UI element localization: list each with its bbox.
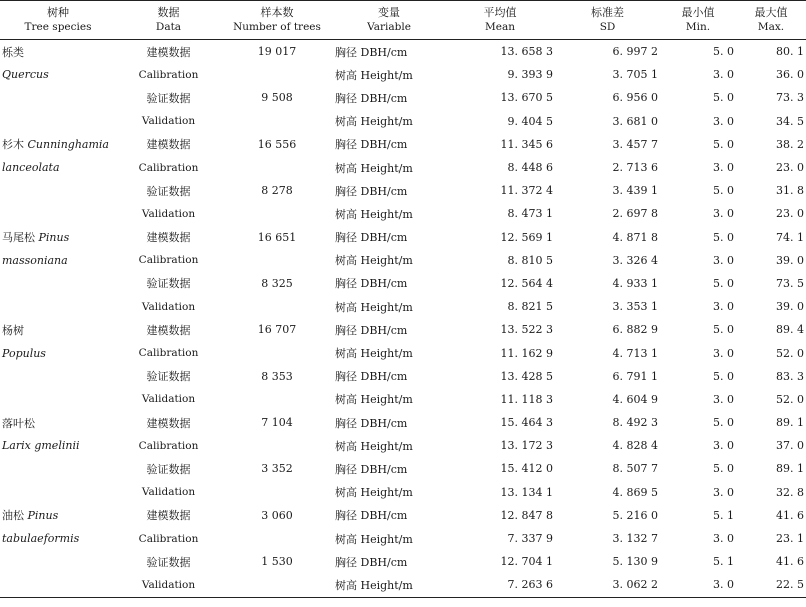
table-row [0, 365, 806, 388]
header-zh: 变量 [378, 6, 400, 19]
header-en: Max. [757, 21, 785, 33]
cell-mean: 11. 372 4 [500, 184, 553, 198]
cell-tree-species [0, 295, 116, 318]
cell-tree-species [0, 481, 116, 504]
cell-variable: 树高 Height/m [335, 532, 413, 546]
cell-number-of-trees: 3 060 [261, 508, 293, 522]
table-row [0, 226, 806, 249]
cell-min: 5. 1 [713, 508, 734, 522]
cell-max: 41. 6 [776, 555, 804, 569]
cell-min: 5. 1 [713, 555, 734, 569]
cell-data: 建模数据 [146, 416, 191, 430]
species-zh: 杨树 [2, 323, 24, 337]
cell-min: 5. 0 [713, 45, 734, 59]
cell-max: 74. 1 [776, 230, 804, 244]
cell-variable: 树高 Height/m [335, 347, 413, 361]
species-latin: Populus [2, 346, 46, 360]
species-latin: Cunninghamia [27, 138, 109, 152]
table-row [0, 179, 806, 202]
cell-number-of-trees [221, 202, 333, 225]
cell-sd: 3. 062 2 [555, 573, 660, 597]
header-en: SD [599, 21, 616, 33]
cell-variable: 树高 Height/m [333, 573, 445, 597]
cell-max: 52. 0 [776, 346, 804, 360]
cell-sd: 6. 882 9 [612, 323, 658, 337]
cell-data: 验证数据 [146, 370, 191, 384]
cell-tree-species [0, 226, 116, 249]
cell-number-of-trees: 16 651 [257, 230, 297, 244]
cell-data: Validation [141, 115, 196, 128]
cell-mean: 8. 448 6 [507, 161, 553, 175]
species-latin: Pinus [27, 509, 59, 523]
cell-max: 22. 5 [736, 573, 806, 597]
table-body [0, 40, 806, 598]
cell-tree-species [0, 133, 116, 156]
cell-data: 建模数据 [146, 231, 191, 245]
cell-tree-species [0, 202, 116, 225]
cell-max: 23. 1 [776, 532, 804, 546]
cell-number-of-trees [221, 527, 333, 550]
header-data [116, 1, 221, 40]
cell-tree-species [0, 272, 116, 295]
cell-data: 验证数据 [146, 462, 191, 476]
cell-variable: 胸径 DBH/cm [335, 509, 408, 523]
table-row [0, 527, 806, 550]
cell-mean: 7. 337 9 [507, 532, 553, 546]
cell-tree-species [0, 318, 116, 341]
cell-min: 3. 0 [713, 300, 734, 314]
table-row [0, 156, 806, 179]
table-row [0, 202, 806, 225]
cell-tree-species [0, 365, 116, 388]
header-en: Variable [367, 21, 411, 33]
cell-min: 3. 0 [713, 68, 734, 82]
cell-mean: 15. 464 3 [500, 416, 553, 430]
cell-sd: 3. 681 0 [612, 114, 658, 128]
cell-max: 37. 0 [776, 439, 804, 453]
cell-tree-species [0, 550, 116, 573]
cell-sd: 6. 791 1 [612, 369, 658, 383]
cell-variable: 树高 Height/m [335, 161, 413, 175]
header-number-of-trees [221, 1, 333, 40]
cell-max: 32. 8 [776, 485, 804, 499]
cell-min: 5. 0 [713, 230, 734, 244]
cell-tree-species [0, 110, 116, 133]
cell-number-of-trees: 9 508 [261, 91, 293, 105]
cell-variable: 胸径 DBH/cm [335, 138, 408, 152]
cell-min: 5. 0 [713, 137, 734, 151]
cell-sd: 4. 933 1 [612, 276, 658, 290]
cell-data: Calibration [138, 532, 199, 545]
table-row [0, 318, 806, 341]
header-en: Min. [685, 21, 711, 33]
cell-sd: 2. 713 6 [612, 161, 658, 175]
cell-variable: 胸径 DBH/cm [335, 462, 408, 476]
species-zh: 油松 [2, 509, 24, 523]
cell-number-of-trees [221, 249, 333, 272]
species-latin: Quercus [2, 68, 49, 82]
cell-min: 5. 0 [713, 369, 734, 383]
cell-mean: 9. 393 9 [507, 68, 553, 82]
cell-tree-species [0, 249, 116, 272]
table-row [0, 388, 806, 411]
cell-number-of-trees [221, 341, 333, 364]
cell-number-of-trees: 8 353 [261, 369, 293, 383]
cell-max: 36. 0 [776, 68, 804, 82]
cell-number-of-trees [221, 295, 333, 318]
table-row [0, 86, 806, 109]
cell-variable: 胸径 DBH/cm [335, 45, 408, 59]
cell-data: 验证数据 [146, 91, 191, 105]
cell-mean: 7. 263 6 [445, 573, 555, 597]
cell-data: 建模数据 [146, 45, 191, 59]
cell-data: Calibration [138, 254, 199, 267]
cell-variable: 树高 Height/m [335, 300, 413, 314]
cell-variable: 胸径 DBH/cm [335, 370, 408, 384]
cell-min: 3. 0 [713, 207, 734, 221]
cell-min: 3. 0 [660, 573, 736, 597]
cell-number-of-trees [221, 388, 333, 411]
species-latin: tabulaeformis [2, 532, 80, 546]
cell-variable: 胸径 DBH/cm [335, 416, 408, 430]
cell-sd: 4. 713 1 [612, 346, 658, 360]
table-row [0, 411, 806, 434]
cell-data: Calibration [138, 347, 199, 360]
cell-min: 5. 0 [713, 416, 734, 430]
cell-variable: 胸径 DBH/cm [335, 91, 408, 105]
cell-data: 建模数据 [146, 138, 191, 152]
cell-tree-species [0, 86, 116, 109]
cell-number-of-trees: 16 556 [257, 137, 297, 151]
cell-data: Validation [141, 207, 196, 220]
cell-sd: 5. 130 9 [612, 555, 658, 569]
cell-data: Calibration [138, 161, 199, 174]
table-row [0, 573, 806, 597]
cell-sd: 4. 604 9 [612, 392, 658, 406]
cell-max: 89. 1 [776, 462, 804, 476]
cell-variable: 树高 Height/m [335, 393, 413, 407]
cell-mean: 13. 172 3 [500, 439, 553, 453]
table-row [0, 341, 806, 364]
cell-variable: 胸径 DBH/cm [335, 231, 408, 245]
cell-number-of-trees: 7 104 [261, 416, 293, 430]
cell-data: Validation [141, 300, 196, 313]
species-zh: 杉木 [2, 138, 24, 152]
cell-mean: 11. 162 9 [500, 346, 553, 360]
cell-number-of-trees: 16 707 [257, 323, 297, 337]
cell-variable: 树高 Height/m [335, 115, 413, 129]
header-sd [555, 1, 660, 40]
cell-sd: 3. 353 1 [612, 300, 658, 314]
cell-variable: 树高 Height/m [335, 486, 413, 500]
cell-sd: 3. 705 1 [612, 68, 658, 82]
cell-number-of-trees: 1 530 [261, 555, 293, 569]
cell-max: 73. 5 [776, 276, 804, 290]
table-row [0, 295, 806, 318]
cell-max: 34. 5 [776, 114, 804, 128]
header-max [736, 1, 806, 40]
cell-min: 3. 0 [713, 392, 734, 406]
table-row [0, 110, 806, 133]
cell-max: 38. 2 [776, 137, 804, 151]
cell-sd: 6. 997 2 [612, 45, 658, 59]
cell-sd: 3. 132 7 [612, 532, 658, 546]
species-latin: lanceolata [2, 161, 60, 175]
cell-variable: 胸径 DBH/cm [335, 555, 408, 569]
cell-max: 52. 0 [776, 392, 804, 406]
cell-min: 3. 0 [713, 161, 734, 175]
cell-number-of-trees [221, 156, 333, 179]
header-zh: 树种 [47, 6, 69, 19]
cell-min: 5. 0 [713, 276, 734, 290]
cell-max: 39. 0 [776, 300, 804, 314]
cell-data: Validation [141, 393, 196, 406]
cell-data: Validation [116, 573, 221, 597]
species-zh: 落叶松 [2, 416, 35, 430]
cell-min: 5. 0 [713, 184, 734, 198]
table-row [0, 457, 806, 480]
cell-max: 89. 1 [776, 416, 804, 430]
header-en: Number of trees [233, 21, 321, 33]
cell-tree-species [0, 411, 116, 434]
cell-max: 39. 0 [776, 253, 804, 267]
table-row [0, 550, 806, 573]
cell-min: 3. 0 [713, 439, 734, 453]
table-row [0, 504, 806, 527]
cell-mean: 12. 564 4 [500, 276, 553, 290]
cell-mean: 8. 810 5 [507, 253, 553, 267]
table-header [0, 1, 806, 40]
cell-max: 31. 8 [776, 184, 804, 198]
cell-number-of-trees: 3 352 [261, 462, 293, 476]
cell-mean: 8. 821 5 [507, 300, 553, 314]
cell-tree-species [0, 341, 116, 364]
cell-min: 3. 0 [713, 114, 734, 128]
cell-data: 验证数据 [146, 184, 191, 198]
header-zh: 数据 [157, 6, 180, 19]
cell-max: 73. 3 [776, 91, 804, 105]
cell-number-of-trees [221, 481, 333, 504]
cell-mean: 8. 473 1 [507, 207, 553, 221]
cell-variable: 树高 Height/m [335, 68, 413, 82]
cell-mean: 11. 345 6 [500, 137, 553, 151]
header-tree-species [0, 1, 116, 40]
cell-min: 5. 0 [713, 323, 734, 337]
cell-max: 83. 3 [776, 369, 804, 383]
cell-sd: 4. 869 5 [612, 485, 658, 499]
cell-data: Calibration [138, 68, 199, 81]
cell-mean: 12. 704 1 [500, 555, 553, 569]
cell-tree-species [0, 40, 116, 64]
cell-mean: 15. 412 0 [500, 462, 553, 476]
cell-mean: 12. 569 1 [500, 230, 553, 244]
header-min [660, 1, 736, 40]
cell-sd: 3. 439 1 [612, 184, 658, 198]
cell-tree-species [0, 573, 116, 597]
cell-min: 5. 0 [713, 91, 734, 105]
species-zh: 栎类 [2, 45, 24, 59]
table-row [0, 133, 806, 156]
cell-tree-species [0, 63, 116, 86]
cell-variable: 胸径 DBH/cm [335, 184, 408, 198]
cell-min: 3. 0 [713, 532, 734, 546]
header-zh: 最小值 [681, 6, 715, 19]
cell-mean: 11. 118 3 [500, 392, 553, 406]
species-latin: massoniana [2, 253, 68, 267]
cell-variable: 胸径 DBH/cm [335, 323, 408, 337]
cell-data: 建模数据 [146, 509, 191, 523]
cell-min: 3. 0 [713, 485, 734, 499]
cell-mean: 9. 404 5 [507, 114, 553, 128]
cell-data: 建模数据 [146, 323, 191, 337]
header-zh: 平均值 [483, 6, 517, 19]
cell-number-of-trees [221, 110, 333, 133]
cell-min: 3. 0 [713, 346, 734, 360]
cell-tree-species [0, 179, 116, 202]
cell-tree-species [0, 388, 116, 411]
species-latin: Larix gmelinii [2, 439, 80, 453]
cell-sd: 3. 326 4 [612, 253, 658, 267]
cell-max: 23. 0 [776, 161, 804, 175]
cell-mean: 13. 670 5 [500, 91, 553, 105]
cell-mean: 13. 658 3 [500, 45, 553, 59]
cell-sd: 8. 507 7 [612, 462, 658, 476]
cell-mean: 13. 522 3 [500, 323, 553, 337]
cell-sd: 6. 956 0 [612, 91, 658, 105]
cell-number-of-trees: 19 017 [257, 45, 297, 59]
cell-max: 89. 4 [776, 323, 804, 337]
cell-max: 41. 6 [776, 508, 804, 522]
cell-variable: 树高 Height/m [335, 207, 413, 221]
cell-number-of-trees [221, 573, 333, 597]
cell-data: 验证数据 [146, 555, 191, 569]
cell-mean: 13. 134 1 [500, 485, 553, 499]
cell-variable: 树高 Height/m [335, 254, 413, 268]
table-row [0, 63, 806, 86]
species-zh: 马尾松 [2, 231, 35, 245]
header-en: Mean [485, 21, 515, 33]
cell-number-of-trees [221, 434, 333, 457]
cell-number-of-trees: 8 278 [261, 184, 293, 198]
cell-variable: 树高 Height/m [335, 439, 413, 453]
header-en: Data [155, 21, 182, 33]
header-zh: 样本数 [260, 6, 294, 19]
header-row [0, 1, 806, 40]
cell-max: 80. 1 [776, 45, 804, 59]
cell-sd: 5. 216 0 [612, 508, 658, 522]
cell-sd: 3. 457 7 [612, 137, 658, 151]
species-latin: Pinus [38, 231, 70, 245]
cell-sd: 2. 697 8 [612, 207, 658, 221]
cell-tree-species [0, 504, 116, 527]
cell-min: 3. 0 [713, 253, 734, 267]
cell-min: 5. 0 [713, 462, 734, 476]
cell-sd: 4. 871 8 [612, 230, 658, 244]
cell-data: Validation [141, 486, 196, 499]
table-row [0, 481, 806, 504]
cell-tree-species [0, 457, 116, 480]
table-row [0, 40, 806, 64]
cell-number-of-trees: 8 325 [261, 276, 293, 290]
table-row [0, 249, 806, 272]
header-en: Tree species [24, 21, 92, 33]
header-mean [445, 1, 555, 40]
table-row [0, 272, 806, 295]
header-variable [333, 1, 445, 40]
cell-tree-species [0, 434, 116, 457]
cell-sd: 4. 828 4 [612, 439, 658, 453]
cell-mean: 12. 847 8 [500, 508, 553, 522]
cell-data: Calibration [138, 439, 199, 452]
cell-data: 验证数据 [146, 277, 191, 291]
cell-variable: 胸径 DBH/cm [335, 277, 408, 291]
cell-sd: 8. 492 3 [612, 416, 658, 430]
header-zh: 最大值 [754, 6, 788, 19]
cell-max: 23. 0 [776, 207, 804, 221]
cell-tree-species [0, 527, 116, 550]
header-zh: 标准差 [591, 6, 624, 19]
table-row [0, 434, 806, 457]
cell-tree-species [0, 156, 116, 179]
cell-number-of-trees [221, 63, 333, 86]
cell-mean: 13. 428 5 [500, 369, 553, 383]
